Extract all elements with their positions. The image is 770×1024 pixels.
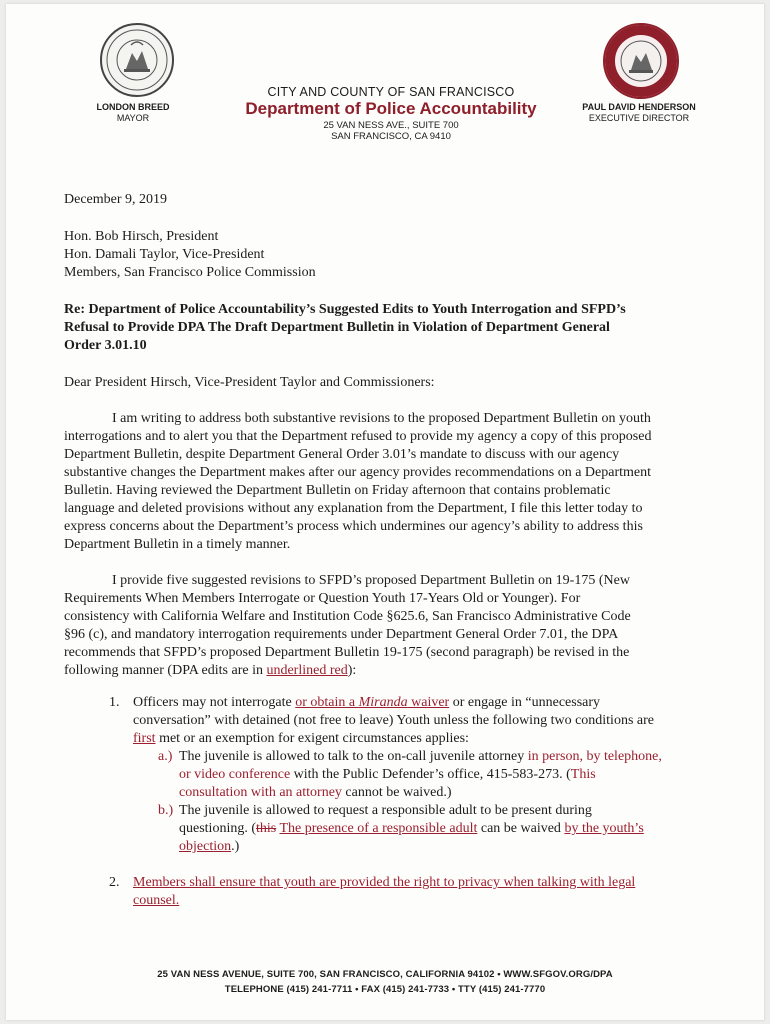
red-text: This (570, 767, 596, 782)
recipient-line: Hon. Damali Taylor, Vice-President (64, 247, 265, 262)
footer-contact: TELEPHONE (415) 241-7711 • FAX (415) 241-7733 • TTY (415) 241-7770 (224, 984, 546, 995)
item-line (133, 730, 713, 748)
paragraph-line: Department Bulletin in a timely manner. (64, 537, 291, 552)
paragraph-line: consistency with California Welfare and Institution Code §625.6, San Francisco Administrative Code (64, 609, 631, 624)
item-line (179, 748, 719, 766)
text-span: waiver (407, 695, 450, 710)
item-line: Members shall ensure that youth are provided the right to privacy when talking with legal (133, 875, 636, 890)
red-text: or video conference (179, 767, 291, 782)
list-item-1 (133, 694, 713, 748)
red-underlined-text: objection (179, 839, 232, 854)
item-line (179, 820, 719, 838)
text-span: with the Public Defender’s office, 415-583-273. ( (290, 767, 571, 782)
list-item-2 (133, 874, 713, 910)
paragraph-line: Bulletin. Having reviewed the Department Bulletin on Friday afternoon that contains problematic (64, 483, 611, 498)
text-span: cannot be waived.) (341, 785, 452, 800)
paragraph-line: I provide five suggested revisions to SFPD’s proposed Department Bulletin on 19-175 (New (112, 573, 630, 588)
text-span: questioning. ( (179, 821, 256, 836)
red-underlined-text: The presence of a responsible adult (279, 821, 478, 836)
text-span: or obtain a (295, 695, 359, 710)
paragraph-line: I am writing to address both substantive revisions to the proposed Department Bulletin on youth (112, 411, 651, 426)
letter-date: December 9, 2019 (64, 192, 168, 207)
text-span: The juvenile is allowed to talk to the on-call juvenile attorney (179, 749, 528, 764)
red-text: consultation with an attorney (179, 785, 342, 800)
address-line-1: 25 VAN NESS AVE., SUITE 700 (323, 120, 459, 131)
paragraph-line: Requirements When Members Interrogate or Question Youth 17-Years Old or Younger). For (64, 591, 581, 606)
address-line-2: SAN FRANCISCO, CA 9410 (331, 131, 451, 142)
red-underlined-text (295, 695, 449, 710)
text-span: met or an exemption for exigent circumstances applies: (155, 731, 469, 746)
paragraph-line: interrogations and to alert you that the Department refused to provide my agency a copy of this proposed (64, 429, 652, 444)
red-underlined-text: first (133, 731, 156, 746)
sub-item-label: a.) (158, 749, 173, 764)
paragraph-line: recommends that SFPD’s proposed Department Bulletin 19-175 (second paragraph) be revised in the (64, 645, 630, 660)
item-line: conversation” with detained (not free to leave) Youth unless the following two conditions are (133, 713, 654, 728)
director-name: PAUL DAVID HENDERSON (582, 102, 696, 112)
sub-item-a (179, 748, 719, 802)
italic-text: Miranda (358, 695, 408, 710)
director-title: EXECUTIVE DIRECTOR (588, 113, 690, 123)
city-seal-logo (100, 23, 174, 97)
subject-line: Refusal to Provide DPA The Draft Department Bulletin in Violation of Department General (64, 320, 610, 335)
struck-text: this (256, 821, 277, 836)
paragraph-line (64, 662, 704, 680)
paragraph-line: Department Bulletin, despite Department General Order 3.01’s mandate to discuss with our agency (64, 447, 620, 462)
red-underlined-text: by the youth’s (564, 821, 644, 836)
text-span: .) (231, 839, 240, 854)
dpa-seal-logo (603, 23, 679, 99)
department-name: Department of Police Accountability (245, 99, 537, 118)
city-name: CITY AND COUNTY OF SAN FRANCISCO (267, 85, 515, 99)
mayor-name: LONDON BREED (96, 102, 170, 112)
item-line: The juvenile is allowed to request a responsible adult to be present during (179, 803, 592, 818)
item-line (133, 694, 713, 712)
list-item-number: 2. (109, 875, 120, 890)
paragraph-line: language and deleted provisions without any explanation from the Department, I file this letter today to (64, 501, 643, 516)
text-span: following manner (DPA edits are in (64, 663, 267, 678)
subject-line: Re: Department of Police Accountability’s Suggested Edits to Youth Interrogation and SFPD’s (64, 302, 626, 317)
paragraph-1 (64, 410, 704, 554)
text-span: can be waived (477, 821, 565, 836)
red-text: in person, by telephone, (527, 749, 662, 764)
item-line (133, 892, 713, 910)
text-span: Officers may not interrogate (133, 695, 296, 710)
item-line (179, 838, 719, 856)
list-item-number: 1. (109, 695, 120, 710)
red-underlined-text: counsel. (133, 893, 180, 908)
subject-line: Order 3.01.10 (64, 338, 147, 353)
letter-page (6, 4, 764, 1020)
recipient-line: Members, San Francisco Police Commission (64, 265, 316, 280)
paragraph-line: express concerns about the Department’s process which undermines our agency’s ability to address this (64, 519, 643, 534)
text-span: ): (347, 663, 357, 678)
paragraph-2 (64, 572, 704, 680)
recipient-line: Hon. Bob Hirsch, President (64, 229, 219, 244)
sub-item-b (179, 802, 719, 856)
red-underlined-text: underlined red (266, 663, 348, 678)
paragraph-line: substantive changes the Department makes after our agency provides recommendations on a Department (64, 465, 652, 480)
footer-address: 25 VAN NESS AVENUE, SUITE 700, SAN FRANCISCO, CALIFORNIA 94102 • WWW.SFGOV.ORG/DPA (157, 969, 613, 980)
sub-item-label: b.) (158, 803, 174, 818)
text-span: or engage in “unnecessary (449, 695, 601, 710)
item-line (179, 784, 719, 802)
mayor-block (68, 102, 198, 124)
mayor-title: MAYOR (116, 113, 150, 123)
paragraph-line: §96 (c), and mandatory interrogation requirements under Department General Order 7.01, the DPA (64, 627, 619, 642)
director-block (562, 102, 716, 124)
item-line (179, 766, 719, 784)
salutation: Dear President Hirsch, Vice-President Taylor and Commissioners: (64, 375, 435, 390)
